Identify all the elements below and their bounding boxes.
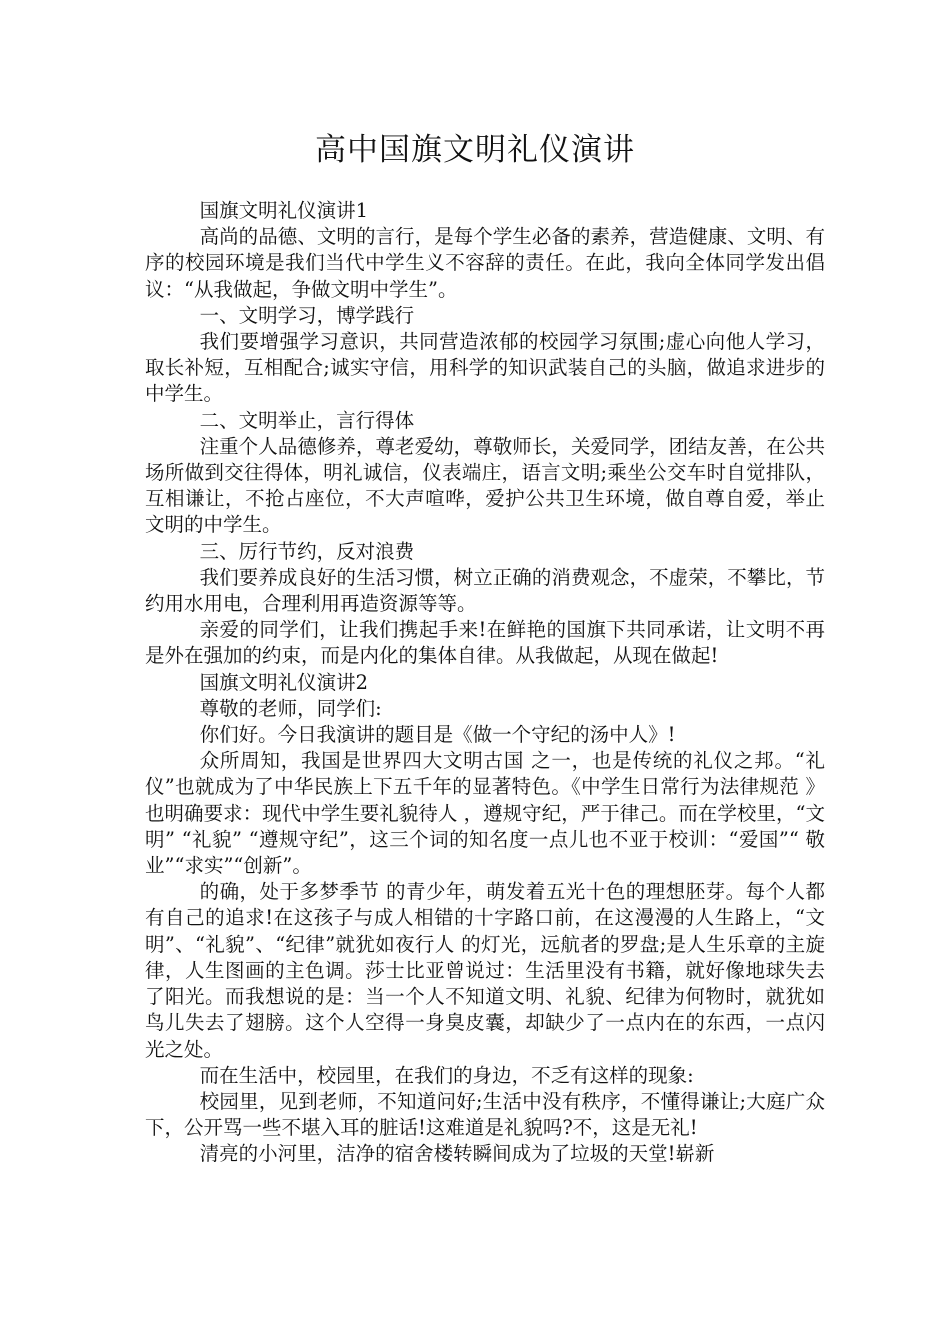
paragraph: 的确，处于多梦季节 的青少年，萌发着五光十色的理想胚芽。每个人都有自己的追求!在这孩子与成人相错的十字路口前，在这漫漫的人生路上，“文明”、“礼貌”、“纪律”就犹如夜行人 的灯光，远航者的罗盘;是人生乐章的主旋律，人生图画的主色调。莎士比亚曾说过：生活里没有书籍，就好像地球失去了阳光。而我想说的是：当一个人不知道文明、礼貌、纪律为何物时，就犹如鸟儿失去了翅膀。这个人空得一身臭皮囊，却缺少了一点内在的东西，一点闪光之处。 (145, 880, 825, 1061)
paragraph: 我们要养成良好的生活习惯，树立正确的消费观念，不虚荣，不攀比，节约用水用电，合理利用再造资源等等。 (145, 565, 825, 616)
paragraph: 校园里，见到老师，不知道问好;生活中没有秩序，不懂得谦让;大庭广众下，公开骂一些不堪入耳的脏话!这难道是礼貌吗?不，这是无礼! (145, 1089, 825, 1140)
paragraph: 亲爱的同学们，让我们携起手来!在鲜艳的国旗下共同承诺，让文明不再是外在强加的约束，而是内化的集体自律。从我做起，从现在做起! (145, 618, 825, 668)
subheading: 二、文明举止，言行得体 (199, 408, 415, 432)
paragraph: 而在生活中，校园里，在我们的身边，不乏有这样的现象: (199, 1063, 694, 1087)
paragraph: 我们要增强学习意识，共同营造浓郁的校园学习氛围;虚心向他人学习，取长补短，互相配合;诚实守信，用科学的知识武装自己的头脑，做追求进步的中学生。 (145, 330, 825, 406)
section-heading: 国旗文明礼仪演讲1 (199, 199, 369, 222)
paragraph: 众所周知，我国是世界四大文明古国 之一，也是传统的礼仪之邦。“礼仪”也就成为了中华民族上下五千年的显著特色。《中学生日常行为法律规范 》也明确要求：现代中学生要礼貌待人 ，遵规守纪，严于律己。而在学校里，“文明” “礼貌” “遵规守纪”，这三个词的知名度一点儿也不亚于校训：“爱国”“ 敬业”“求实”“创新”。 (145, 749, 825, 878)
subheading: 三、厉行节约，反对浪费 (199, 539, 415, 563)
paragraph: 清亮的小河里，洁净的宿舍楼转瞬间成为了垃圾的天堂!崭新 (199, 1142, 715, 1166)
section-heading: 国旗文明礼仪演讲2 (199, 670, 369, 694)
paragraph: 尊敬的老师，同学们: (199, 696, 382, 720)
subheading: 一、文明学习，博学践行 (199, 303, 415, 327)
paragraph: 注重个人品德修养，尊老爱幼，尊敬师长，关爱同学，团结友善，在公共场所做到交往得体，明礼诚信，仪表端庄，语言文明;乘坐公交车时自觉排队，互相谦让，不抢占座位，不大声喧哗，爱护公共卫生环境，做自尊自爱，举止文明的中学生。 (145, 434, 825, 537)
document-title: 高中国旗文明礼仪演讲 (315, 132, 635, 168)
paragraph: 高尚的品德、文明的言行，是每个学生必备的素养，营造健康、文明、有序的校园环境是我们当代中学生义不容辞的责任。在此，我向全体同学发出倡议：“从我做起，争做文明中学生”。 (145, 225, 825, 301)
document-body (145, 198, 825, 1168)
paragraph: 你们好。今日我演讲的题目是《做一个守纪的汤中人》! (199, 723, 676, 747)
